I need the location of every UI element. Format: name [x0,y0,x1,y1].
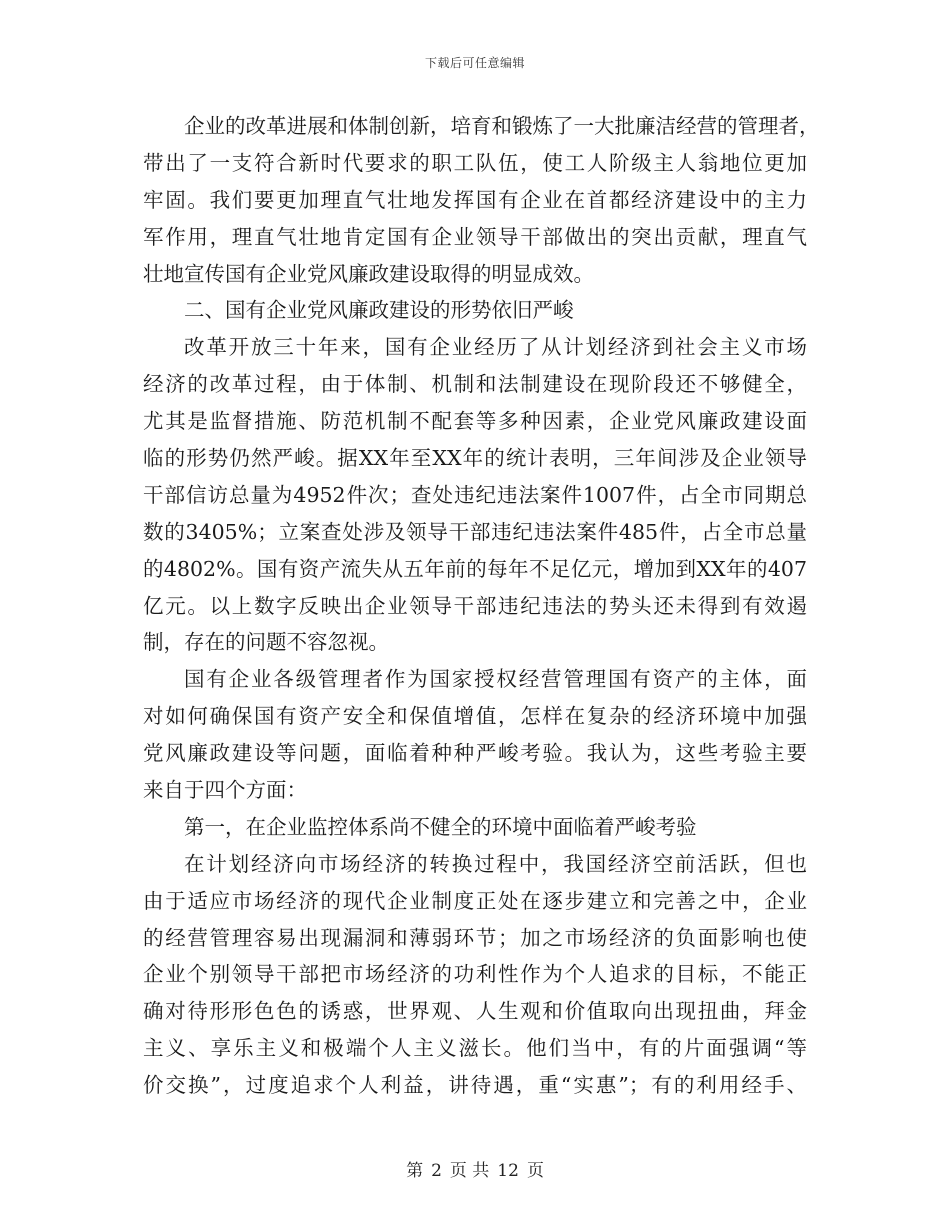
paragraph-line: 由于适应市场经济的现代企业制度正处在逐步建立和完善之中，企业 [143,888,807,913]
paragraph-line: 的经营管理容易出现漏洞和薄弱环节；加之市场经济的负面影响也使 [143,925,807,950]
paragraph-line: 党风廉政建设等问题，面临着种种严峻考验。我认为，这些考验主要 [143,741,807,766]
paragraph-line: 企业的改革进展和体制创新，培育和锻炼了一大批廉洁经营的管理者， [184,114,820,138]
page-header: 下载后可任意编辑 [424,56,525,70]
paragraph-line: 经济的改革过程，由于体制、机制和法制建设在现阶段还不够健全， [143,372,807,397]
paragraph-line: 企业个别领导干部把市场经济的功利性作为个人追求的目标，不能正 [143,962,807,987]
footer-prefix: 第 [406,1161,424,1181]
page-footer [0,1156,950,1181]
paragraph-line: 在计划经济向市场经济的转换过程中，我国经济空前活跃，但也 [184,851,807,876]
paragraph-line: 临的形势仍然严峻。据XX年至XX年的统计表明，三年间涉及企业领导 [143,446,807,471]
current-page-number: 2 [431,1161,442,1181]
paragraph-line: 牢固。我们要更加理直气壮地发挥国有企业在首都经济建设中的主力 [143,187,807,212]
paragraph-line: 军作用，理直气壮地肯定国有企业领导干部做出的突出贡献，理直气 [143,224,807,249]
paragraph-line: 亿元。以上数字反映出企业领导干部违纪违法的势头还未得到有效遏 [143,593,807,618]
document-body [143,108,820,1104]
paragraph-line: 壮地宣传国有企业党风廉政建设取得的明显成效。 [143,261,594,286]
footer-suffix: 页 [526,1161,544,1181]
paragraph-line: 来自于四个方面： [143,778,307,803]
paragraph-line: 尤其是监督措施、防范机制不配套等多种因素，企业党风廉政建设面 [143,409,807,434]
footer-middle: 页 共 [449,1161,490,1181]
paragraph-line: 带出了一支符合新时代要求的职工队伍，使工人阶级主人翁地位更加 [143,150,807,175]
paragraph-line: 国有企业各级管理者作为国家授权经营管理国有资产的主体，面 [184,667,807,692]
section-heading: 二、国有企业党风廉政建设的形势依旧严峻 [184,298,574,323]
paragraph-line: 的4802%。国有资产流失从五年前的每年不足亿元，增加到XX年的407 [143,556,807,581]
paragraph-line: 确对待形形色色的诱惑，世界观、人生观和价值取向出现扭曲，拜金 [143,999,807,1024]
paragraph-line: 数的3405%；立案查处涉及领导干部违纪违法案件485件，占全市总量 [143,519,807,544]
total-page-count: 12 [497,1161,519,1181]
paragraph-line: 改革开放三十年来，国有企业经历了从计划经济到社会主义市场 [184,335,807,360]
paragraph-line: 制，存在的问题不容忽视。 [143,630,389,655]
section-heading: 第一，在企业监控体系尚不健全的环境中面临着严峻考验 [184,814,697,839]
paragraph-line: 价交换”，过度追求个人利益，讲待遇，重“实惠”；有的利用经手、 [143,1073,807,1098]
paragraph-line: 主义、享乐主义和极端个人主义滋长。他们当中，有的片面强调“等 [143,1036,807,1061]
paragraph-line: 对如何确保国有资产安全和保值增值，怎样在复杂的经济环境中加强 [143,704,807,729]
paragraph-line: 干部信访总量为4952件次；查处违纪违法案件1007件，占全市同期总 [143,482,807,507]
